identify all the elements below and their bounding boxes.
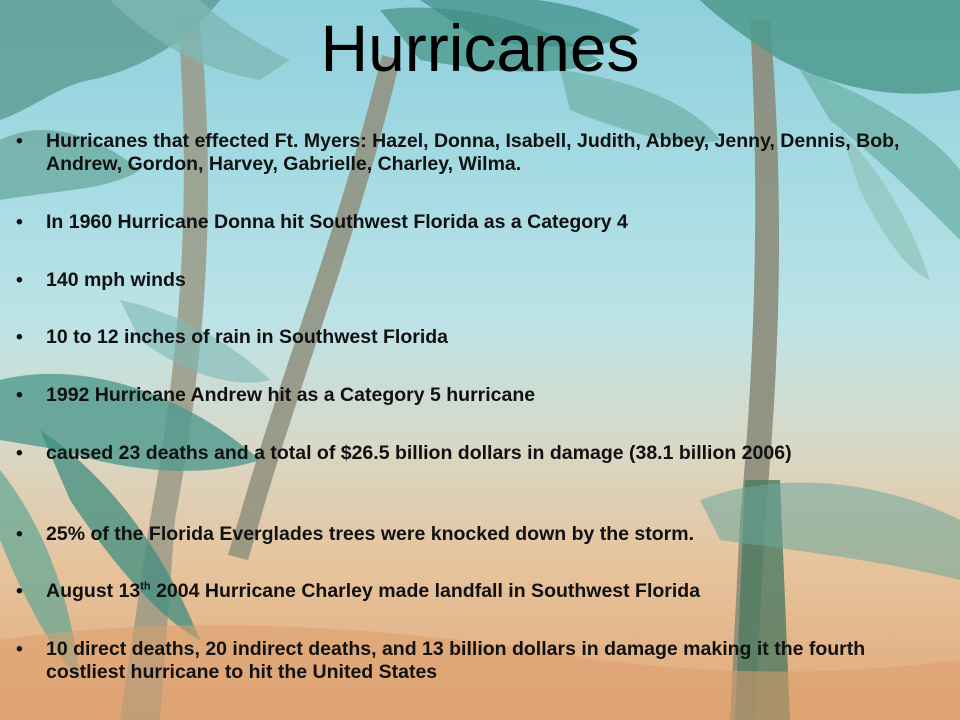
bullet-glyph: •	[16, 580, 23, 602]
bullet-text: caused 23 deaths and a total of $26.5 billion dollars in damage (38.1 billion 2006)	[46, 442, 792, 464]
bullet-glyph: •	[16, 638, 23, 660]
bullet-glyph: •	[16, 523, 23, 545]
bullet-item-andrew-1992	[16, 384, 946, 407]
bullet-glyph: •	[16, 211, 23, 233]
bullet-item-donna-1960	[16, 211, 946, 234]
bullet-text: 140 mph winds	[46, 269, 186, 291]
bullet-item-everglades	[16, 523, 946, 546]
bullet-text-rest: 2004 Hurricane Charley made landfall in Southwest Florida	[150, 580, 701, 602]
bullet-item-hurricane-list	[16, 130, 946, 176]
bullet-glyph: •	[16, 442, 23, 464]
bullet-glyph: •	[16, 269, 23, 291]
bullet-item-charley-damage	[16, 638, 946, 684]
bullet-text: 10 direct deaths, 20 indirect deaths, and 13 billion dollars in damage making it the fourth costliest hurricane to hit the United States	[46, 638, 866, 683]
bullet-text: 10 to 12 inches of rain in Southwest Florida	[46, 326, 448, 348]
bullet-text-date: August 13	[46, 580, 141, 602]
bullet-item-charley-2004	[16, 580, 946, 603]
bullet-text: Hurricanes that effected Ft. Myers: Hazel, Donna, Isabell, Judith, Abbey, Jenny, Dennis, Bob, Andrew, Gordon, Harvey, Gabrielle, Charley, Wilma.	[46, 130, 900, 175]
bullet-text: In 1960 Hurricane Donna hit Southwest Florida as a Category 4	[46, 211, 628, 233]
bullet-glyph: •	[16, 130, 23, 152]
bullet-text	[46, 580, 946, 603]
bullet-glyph: •	[16, 384, 23, 406]
bullet-text: 25% of the Florida Everglades trees were knocked down by the storm.	[46, 523, 695, 545]
bullet-glyph: •	[16, 326, 23, 348]
bullet-item-rain	[16, 326, 946, 349]
bullet-item-andrew-damage	[16, 442, 946, 465]
ordinal-suffix: th	[140, 580, 151, 593]
slide-title: Hurricanes	[320, 11, 640, 85]
bullet-item-winds	[16, 269, 946, 292]
bullet-text: 1992 Hurricane Andrew hit as a Category 5 hurricane	[46, 384, 536, 406]
